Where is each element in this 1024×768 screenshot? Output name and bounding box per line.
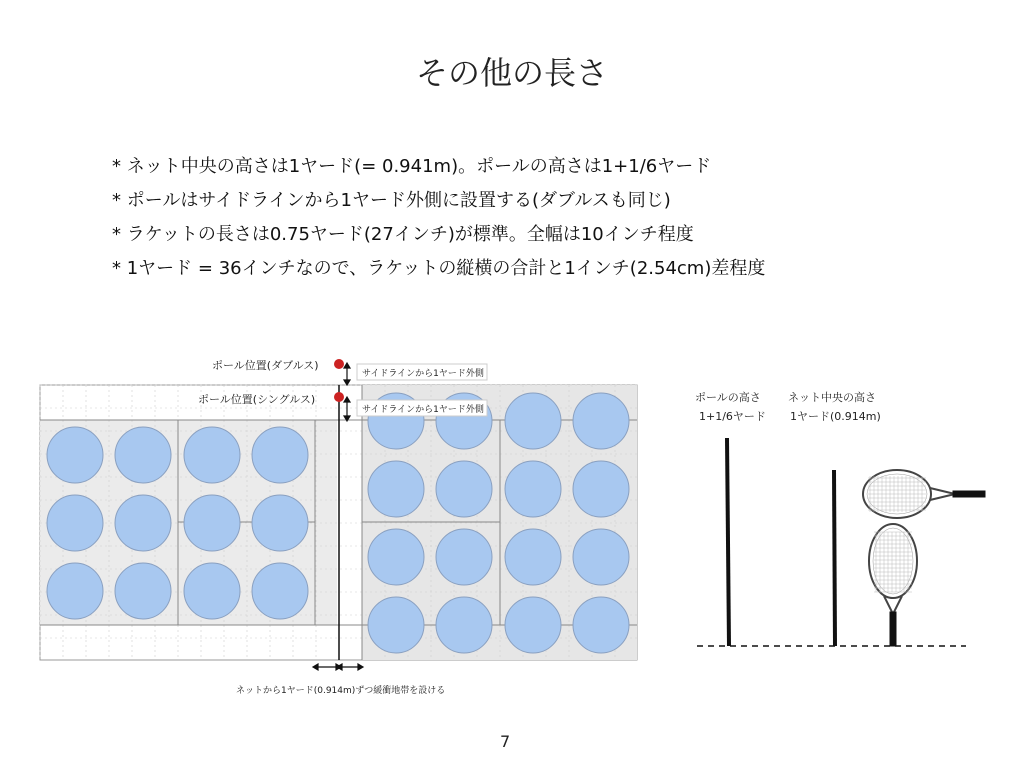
net-post — [834, 470, 835, 646]
bullet-item: * 1ヤード = 36インチなので、ラケットの縦横の合計と1インチ(2.54cm)差程度 — [112, 258, 766, 279]
bullet-item: * ラケットの長さは0.75ヤード(27インチ)が標準。全幅は10インチ程度 — [112, 224, 694, 245]
net-height-label-1: ネット中央の高さ — [788, 391, 876, 404]
pole-height-label-2: 1+1/6ヤード — [699, 410, 766, 423]
bullet-item: * ネット中央の高さは1ヤード(= 0.941m)。ポールの高さは1+1/6ヤード — [112, 156, 712, 177]
pole-height-label-1: ポールの高さ — [695, 391, 761, 404]
pole-singles-label: ポール位置(シングルス) — [198, 393, 316, 406]
sideline-note-2: サイドラインから1ヤード外側 — [362, 405, 484, 415]
racket-vertical-strings — [874, 532, 912, 592]
net-height-label-2: 1ヤード(0.914m) — [790, 410, 881, 423]
racket-horizontal-strings — [868, 476, 926, 512]
net-buffer-note: ネットから1ヤード(0.914m)ずつ緩衝地帯を設ける — [236, 686, 446, 696]
slide-title: その他の長さ — [415, 54, 608, 92]
pole-doubles-label: ポール位置(ダブルス) — [212, 359, 319, 372]
pole-post — [727, 438, 729, 646]
bullet-item: * ポールはサイドラインから1ヤード外側に設置する(ダブルスも同じ) — [112, 190, 671, 211]
page-number: 7 — [500, 732, 511, 751]
sideline-note-1: サイドラインから1ヤード外側 — [362, 369, 484, 379]
